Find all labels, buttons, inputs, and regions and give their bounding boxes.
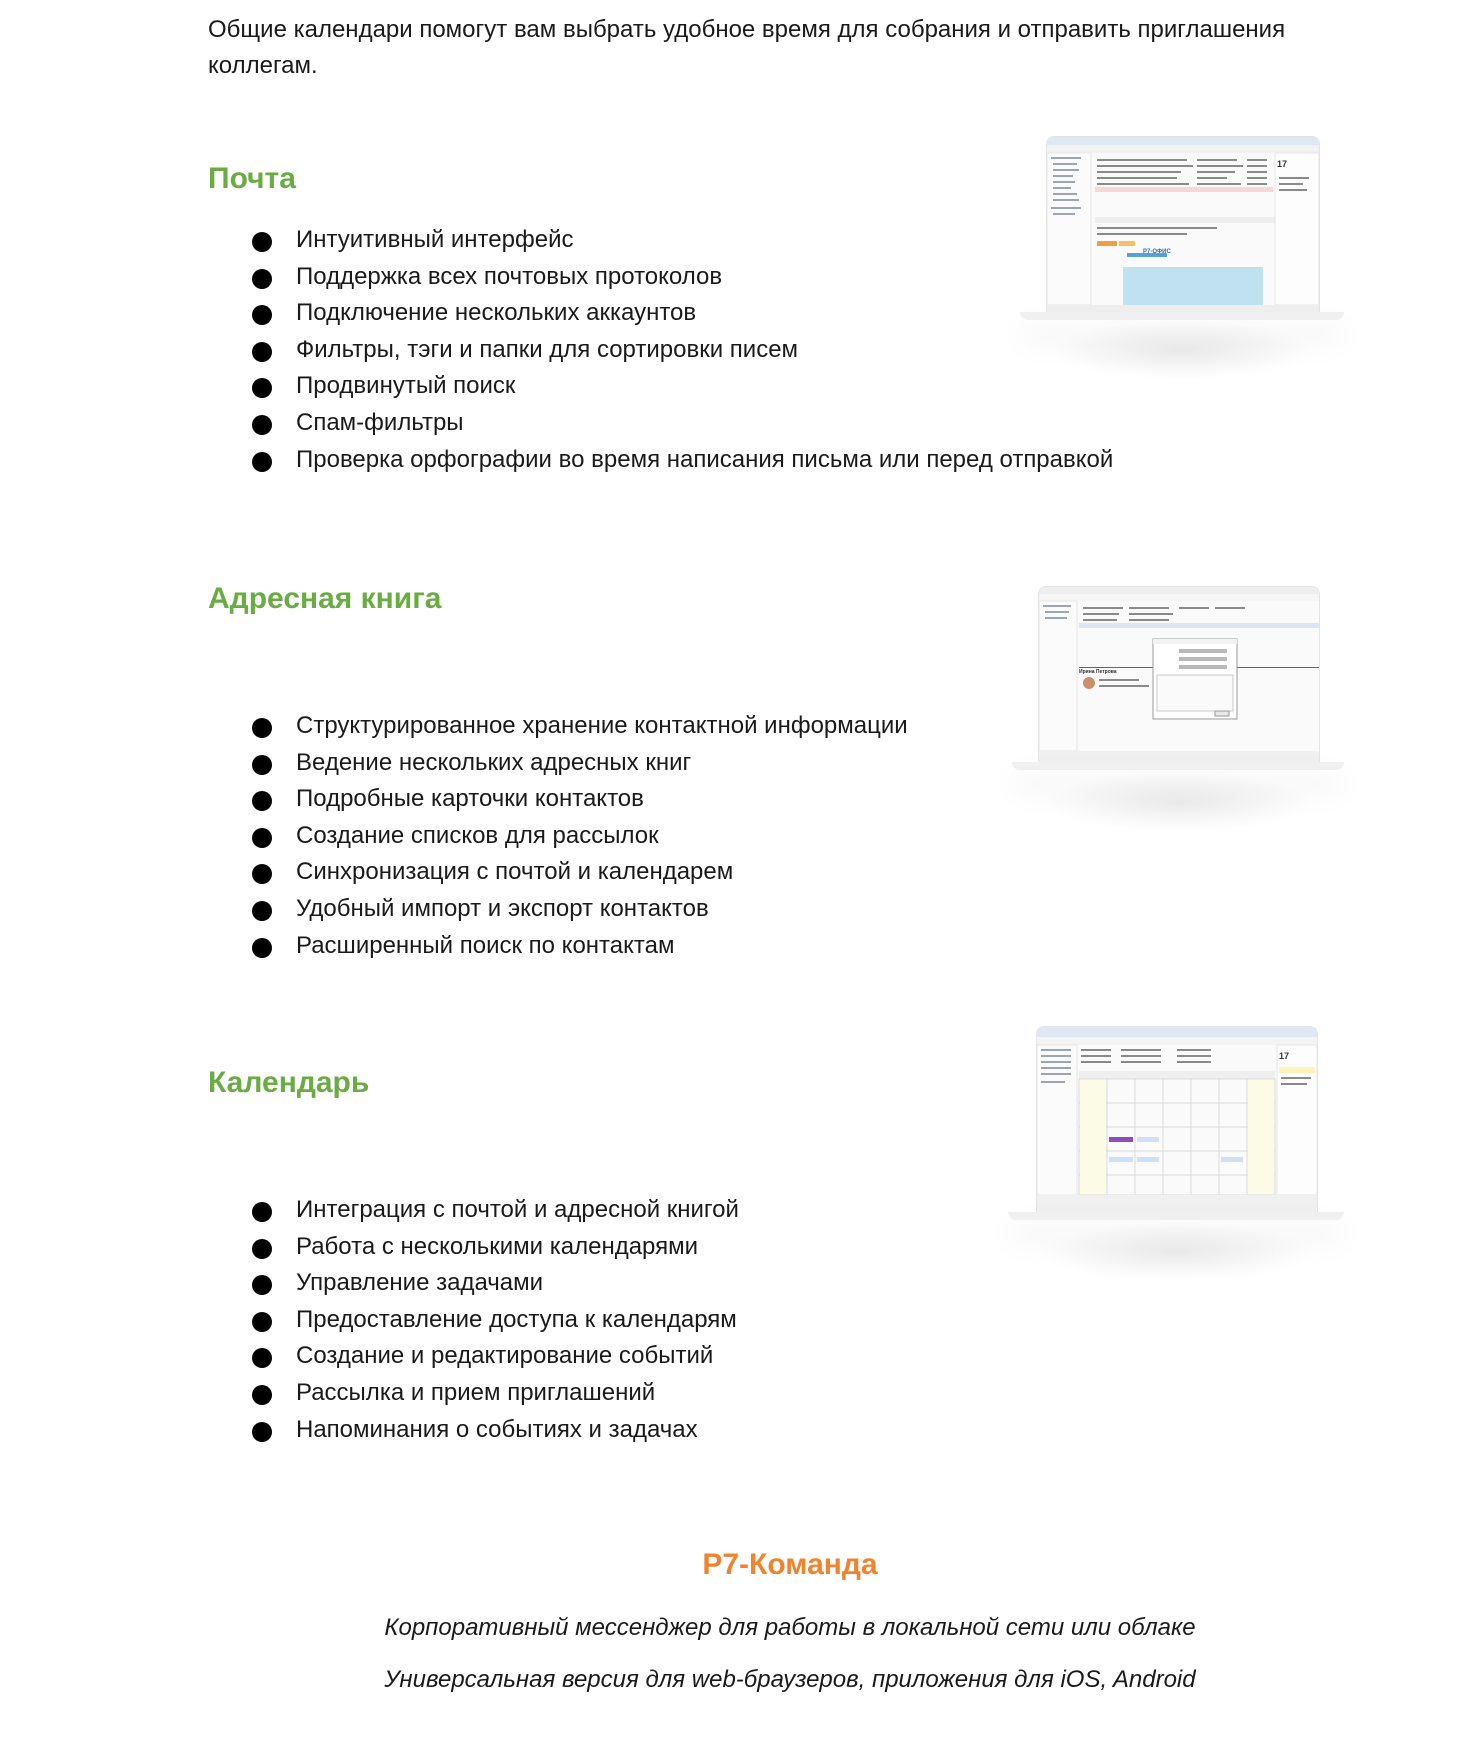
- laptop-shadow: [1038, 1222, 1314, 1282]
- bullet-icon: [252, 1239, 272, 1259]
- list-item: Расширенный поиск по контактам: [252, 928, 908, 965]
- list-item: Ведение нескольких адресных книг: [252, 745, 908, 782]
- team-description-1: Корпоративный мессенджер для работы в локальной сети или облаке: [384, 1614, 1196, 1641]
- team-title: Р7-Команда: [702, 1548, 878, 1581]
- bullet-icon: [252, 828, 272, 848]
- laptop-base: [1020, 312, 1344, 320]
- bullet-icon: [252, 901, 272, 921]
- heading-mail: Почта: [208, 162, 296, 195]
- list-item: Удобный импорт и экспорт контактов: [252, 891, 908, 928]
- list-item: Рассылка и прием приглашений: [252, 1375, 739, 1412]
- list-item: Подробные карточки контактов: [252, 781, 908, 818]
- bullet-icon: [252, 342, 272, 362]
- list-item: Синхронизация с почтой и календарем: [252, 854, 908, 891]
- addressbook-app-screenshot: [1038, 586, 1320, 764]
- list-item: Продвинутый поиск: [252, 368, 1113, 405]
- bullet-icon: [252, 1348, 272, 1368]
- bullet-icon: [252, 305, 272, 325]
- laptop-shadow: [1050, 320, 1314, 380]
- heading-addressbook: Адресная книга: [208, 582, 442, 615]
- mockup-date: 17: [1277, 159, 1288, 169]
- list-item: Поддержка всех почтовых протоколов: [252, 259, 1113, 296]
- list-item: Создание списков для рассылок: [252, 818, 908, 855]
- mail-app-screenshot: [1046, 136, 1320, 314]
- list-item: Подключение нескольких аккаунтов: [252, 295, 1113, 332]
- bullet-icon: [252, 718, 272, 738]
- list-item: Спам-фильтры: [252, 405, 1113, 442]
- bullet-icon: [252, 232, 272, 252]
- mail-laptop-mockup: [1020, 136, 1344, 376]
- bullet-icon: [252, 415, 272, 435]
- laptop-base: [1008, 1212, 1344, 1220]
- bullet-icon: [252, 378, 272, 398]
- mail-feature-list: [252, 222, 1113, 478]
- list-item: Создание и редактирование событий: [252, 1338, 739, 1375]
- bullet-icon: [252, 1202, 272, 1222]
- team-description-2: Универсальная версия для web-браузеров, приложения для iOS, Android: [384, 1666, 1196, 1693]
- bullet-icon: [252, 1275, 272, 1295]
- mockup-date: 17: [1279, 1051, 1290, 1061]
- list-item: Структурированное хранение контактной информации: [252, 708, 908, 745]
- laptop-shadow: [1042, 772, 1314, 832]
- list-item: Проверка орфографии во время написания письма или перед отправкой: [252, 442, 1113, 479]
- addressbook-feature-list: [252, 708, 908, 964]
- bullet-icon: [252, 755, 272, 775]
- bullet-icon: [252, 938, 272, 958]
- mockup-logo: Р7-ОФИС: [1143, 249, 1171, 255]
- calendar-feature-list: [252, 1192, 739, 1448]
- bullet-icon: [252, 269, 272, 289]
- mockup-contact-name: Ирина Петрова: [1079, 669, 1117, 675]
- intro-text: Общие календари помогут вам выбрать удобное время для собрания и отправить приглашения коллегам.: [208, 16, 1286, 79]
- bullet-icon: [252, 452, 272, 472]
- bullet-icon: [252, 1385, 272, 1405]
- list-item: Интуитивный интерфейс: [252, 222, 1113, 259]
- list-item: Управление задачами: [252, 1265, 739, 1302]
- list-item: Работа с несколькими календарями: [252, 1229, 739, 1266]
- laptop-base: [1012, 762, 1344, 770]
- list-item: Интеграция с почтой и адресной книгой: [252, 1192, 739, 1229]
- list-item: Предоставление доступа к календарям: [252, 1302, 739, 1339]
- bullet-icon: [252, 791, 272, 811]
- calendar-app-screenshot: [1036, 1026, 1318, 1214]
- calendar-laptop-mockup: [1008, 1026, 1344, 1276]
- list-item: Фильтры, тэги и папки для сортировки писем: [252, 332, 1113, 369]
- bullet-icon: [252, 864, 272, 884]
- list-item: Напоминания о событиях и задачах: [252, 1412, 739, 1449]
- bullet-icon: [252, 1312, 272, 1332]
- addressbook-laptop-mockup: [1012, 586, 1344, 836]
- bullet-icon: [252, 1422, 272, 1442]
- heading-calendar: Календарь: [208, 1066, 370, 1099]
